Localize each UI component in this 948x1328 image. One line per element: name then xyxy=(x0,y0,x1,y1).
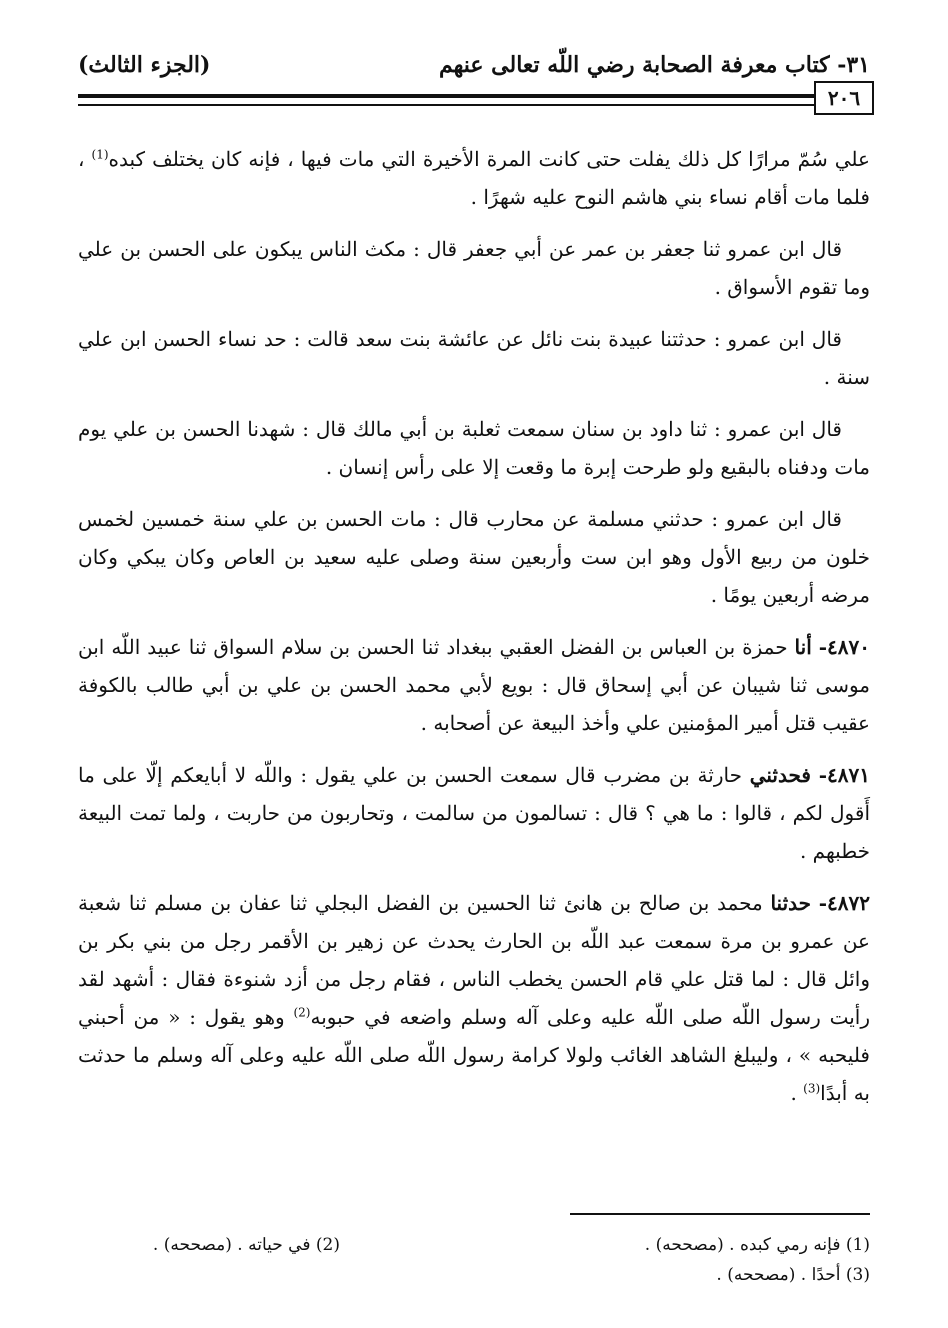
hadith-text-continued: وهو يقول : « من أحبني فليحبه » ، وليبلغ الشاهد الغائب ولولا كرامة رسول اللّه صلى اللّه عليه وعلى آله وسلم ما حدثت به أبدًا xyxy=(78,1005,870,1105)
paragraph-3: قال ابن عمرو : حدثتنا عبيدة بنت نائل عن عائشة بنت سعد قالت : حد نساء الحسن ابن علي سنة . xyxy=(78,327,870,389)
hadith-text: حارثة بن مضرب قال سمعت الحسن بن علي يقول : واللّه لا أبايعكم إلّا على ما أَقول لكم ، قالوا : ما هي ؟ قال : تسالمون من سالمت ، وتحاربون من حاربت ، ولما تمت البيعة خطبهم . xyxy=(78,763,870,863)
paragraph-5: قال ابن عمرو : حدثني مسلمة عن محارب قال : مات الحسن بن علي سنة خمسين لخمس خلون من ربيع الأول وهو ابن ست وأربعين سنة وصلى عليه سعيد بن العاص وكان يبكي وكان مرضه أربعين يومًا . xyxy=(78,507,870,607)
paragraph-1 xyxy=(78,140,870,216)
footnote-3 xyxy=(716,1260,870,1290)
hadith-text-end: . xyxy=(790,1081,804,1105)
footnote-label: (3) xyxy=(845,1265,870,1285)
hadith-lead: حدثنا xyxy=(770,891,812,915)
hadith-text: محمد بن صالح بن هانئ ثنا الحسين بن الفضل البجلي ثنا عفان بن مسلم ثنا شعبة عن عمرو بن مرة سمعت عبد اللّه بن الحارث يحدث عن زهير بن الأقمر رجل من بني بكر بن وائل قال : لما قتل علي قام الحسن يخطب الناس ، فقام رجل من أزد شنوءة فقال : أشهد لقد رأيت رسول اللّه صلى اللّه عليه وعلى آله وسلم واضعه في حبوبه xyxy=(78,891,870,1029)
footnote-label: (1) xyxy=(845,1235,870,1255)
footnote-row-1 xyxy=(78,1230,870,1260)
footnote-text: فإنه رمي كبده . (مصححه) . xyxy=(644,1235,841,1255)
hadith-lead: فحدثني xyxy=(749,763,811,787)
page-number-box: ٢٠٦ xyxy=(814,81,874,115)
paragraph-1-text: علي سُمّ مرارًا كل ذلك يفلت حتى كانت المرة الأخيرة التي مات فيها ، فإنه كان يختلف كبده xyxy=(108,147,870,171)
main-text xyxy=(78,140,870,1126)
paragraph-4: قال ابن عمرو : ثنا داود بن سنان سمعت ثعلبة بن أبي مالك قال : شهدنا الحسن بن علي يوم مات ودفناه بالبقيع ولو طرحت إبرة ما وقعت إلا على رأس إنسان . xyxy=(78,417,870,479)
footnote-rule xyxy=(570,1213,870,1215)
hadith-number: ٤٨٧٢- xyxy=(818,891,871,915)
footnote-2 xyxy=(153,1230,340,1260)
footnote-ref-1: (1) xyxy=(91,147,109,162)
paragraph-2: قال ابن عمرو ثنا جعفر بن عمر عن أبي جعفر قال : مكث الناس يبكون على الحسن بن علي وما تقوم الأسواق . xyxy=(78,237,870,299)
hadith-4870 xyxy=(78,628,870,742)
footnote-ref-3: (3) xyxy=(803,1081,821,1096)
paragraph-1-end: ، فلما مات أقام نساء بني هاشم النوح عليه شهرًا . xyxy=(78,147,870,209)
hadith-4872 xyxy=(78,884,870,1112)
footnote-row-2 xyxy=(78,1260,870,1290)
running-header xyxy=(78,52,870,92)
header-rule-thick xyxy=(78,94,870,98)
footnote-text: أحدًا . (مصححه) . xyxy=(716,1265,841,1285)
hadith-number: ٤٨٧٠- xyxy=(818,635,871,659)
hadith-number: ٤٨٧١- xyxy=(818,763,871,787)
footnotes xyxy=(78,1230,870,1290)
hadith-4871 xyxy=(78,756,870,870)
chapter-title: ٣١- كتاب معرفة الصحابة رضي اللّه تعالى عنهم xyxy=(438,52,870,78)
hadith-lead: أنا xyxy=(794,635,812,659)
footnote-text: في حياته . (مصححه) . xyxy=(152,1235,311,1255)
footnote-label: (2) xyxy=(315,1235,340,1255)
volume-label: (الجزء الثالث) xyxy=(78,52,211,78)
hadith-text: حمزة بن العباس بن الفضل العقبي ببغداد ثنا الحسن بن سلام السواق ثنا عبيد اللّه ابن موسى ثنا شيبان عن أبي إسحاق قال : بويع لأبي محمد الحسن بن علي بن أبي طالب بالكوفة عقيب قتل أمير المؤمنين علي وأخذ البيعة عن أصحابه . xyxy=(78,635,870,735)
header-rule-thin xyxy=(78,104,870,106)
footnote-1 xyxy=(645,1230,870,1260)
footnote-ref-2: (2) xyxy=(293,1005,311,1020)
